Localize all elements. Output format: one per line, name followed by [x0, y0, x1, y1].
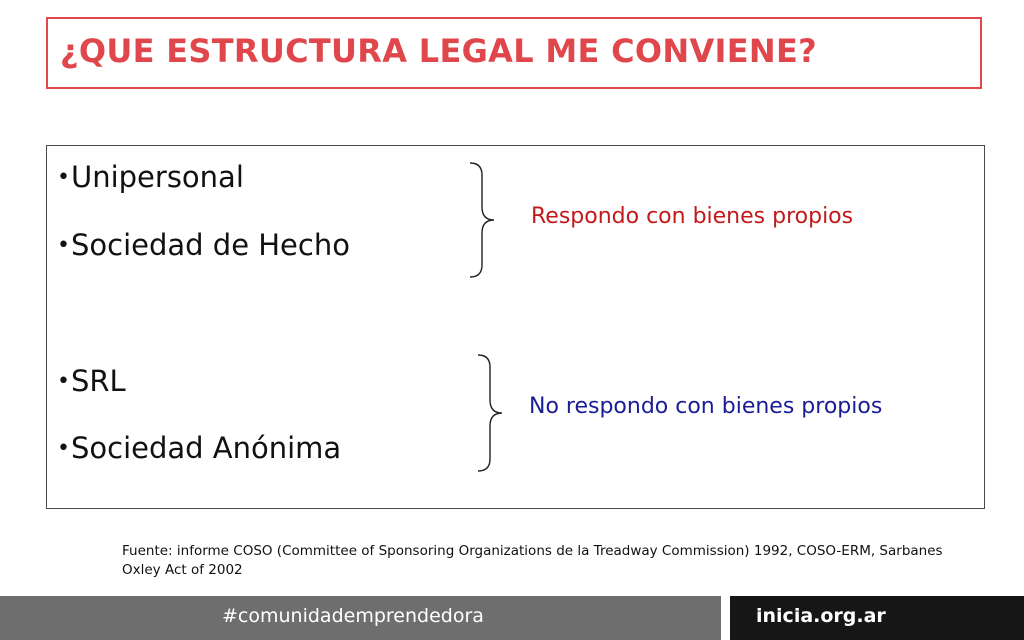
footer-site-bar: [730, 596, 1024, 640]
footer-hashtag-bar: [0, 596, 721, 640]
title-frame: [46, 17, 982, 89]
slide-title: ¿QUE ESTRUCTURA LEGAL ME CONVIENE?: [60, 32, 818, 70]
right-brace-icon: [467, 162, 497, 278]
right-brace-icon: [475, 354, 505, 472]
list-item-srl: [57, 364, 126, 398]
list-item-label: SRL: [70, 364, 126, 398]
list-item-unipersonal: [57, 160, 244, 194]
list-item-sociedad-de-hecho: [57, 228, 350, 262]
footer-hashtag: #comunidademprendedora: [222, 605, 484, 627]
note-respondo: Respondo con bienes propios: [531, 204, 854, 229]
bullet-icon: •: [57, 165, 70, 190]
list-item-label: Sociedad Anónima: [70, 431, 342, 465]
list-item-label: Unipersonal: [70, 160, 244, 194]
bullet-icon: •: [57, 369, 70, 394]
note-no-respondo: No respondo con bienes propios: [529, 394, 883, 419]
footer-site-link[interactable]: inicia.org.ar: [756, 605, 886, 627]
bullet-icon: •: [57, 233, 70, 258]
content-panel: [46, 145, 985, 509]
list-item-label: Sociedad de Hecho: [70, 228, 350, 262]
bullet-icon: •: [57, 436, 70, 461]
source-citation: Fuente: informe COSO (Committee of Sponsoring Organizations de la Treadway Commission) 1992, COSO-ERM, Sarbanes Oxley Act of 2002: [122, 543, 943, 578]
list-item-sociedad-anonima: [57, 431, 341, 465]
